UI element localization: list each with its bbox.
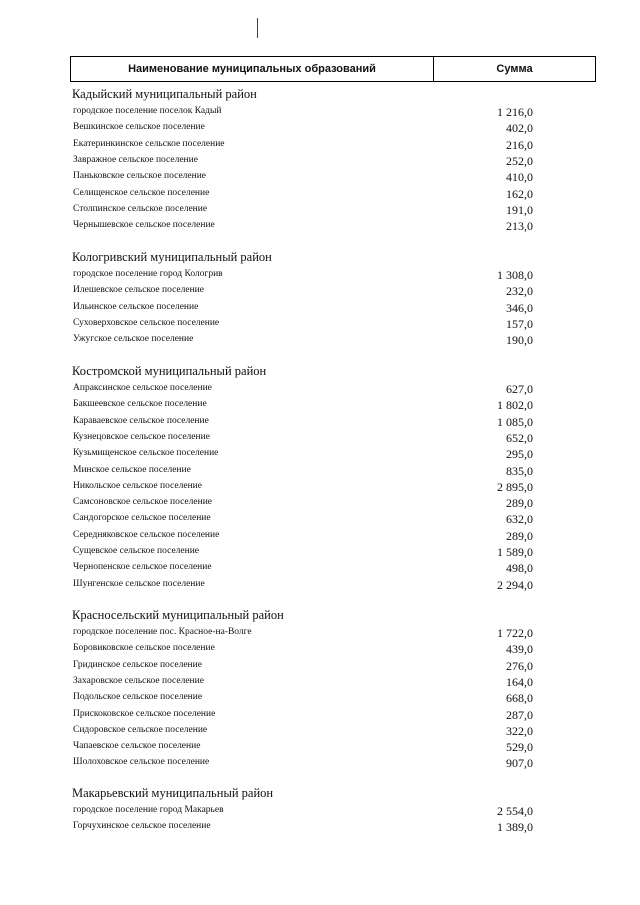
settlement-name: Кузнецовское сельское поселение bbox=[73, 431, 210, 442]
settlement-sum: 1 722,0 bbox=[497, 626, 533, 640]
settlement-sum: 1 802,0 bbox=[497, 398, 533, 413]
settlement-sum: 162,0 bbox=[506, 186, 533, 201]
settlement-name: Шунгенское сельское поселение bbox=[73, 578, 205, 589]
settlement-sum: 439,0 bbox=[506, 642, 533, 657]
settlement-name: Кузьмищенское сельское поселение bbox=[73, 448, 219, 459]
settlement-sum: 289,0 bbox=[506, 496, 533, 511]
settlement-name: Боровиковское сельское поселение bbox=[73, 643, 215, 654]
settlement-sum: 289,0 bbox=[506, 528, 533, 543]
settlement-sum: 2 294,0 bbox=[497, 577, 533, 592]
settlement-name: Чернышевское сельское поселение bbox=[73, 220, 215, 231]
settlement-sum: 213,0 bbox=[506, 219, 533, 234]
settlement-sum: 252,0 bbox=[506, 153, 533, 168]
settlement-name: Чернопенское сельское поселение bbox=[73, 562, 212, 573]
settlement-sum: 164,0 bbox=[506, 674, 533, 689]
settlement-name: городское поселение поселок Кадый bbox=[73, 106, 222, 116]
settlement-sum: 2 554,0 bbox=[497, 804, 533, 818]
settlement-name: Минское сельское поселение bbox=[73, 464, 191, 475]
settlement-name: городское поселение город Макарьев bbox=[73, 805, 224, 815]
settlement-sum: 216,0 bbox=[506, 137, 533, 152]
settlement-name: Апраксинское сельское поселение bbox=[73, 383, 212, 393]
settlement-sum: 668,0 bbox=[506, 691, 533, 706]
settlement-name: Захаровское сельское поселение bbox=[73, 675, 204, 686]
settlement-sum: 627,0 bbox=[506, 382, 533, 396]
settlement-name: Столпинское сельское поселение bbox=[73, 203, 208, 214]
settlement-name: Ильинское сельское поселение bbox=[73, 301, 199, 312]
settlement-name: Сандогорское сельское поселение bbox=[73, 513, 211, 524]
settlement-sum: 652,0 bbox=[506, 430, 533, 445]
settlement-name: Середняковское сельское поселение bbox=[73, 529, 220, 540]
settlement-sum: 1 216,0 bbox=[497, 105, 533, 119]
settlement-sum: 410,0 bbox=[506, 170, 533, 185]
header-sum-column: Сумма bbox=[496, 63, 533, 75]
settlement-name: Селищенское сельское поселение bbox=[73, 187, 210, 198]
settlement-name: Чапаевское сельское поселение bbox=[73, 741, 201, 752]
settlement-name: Вешкинское сельское поселение bbox=[73, 122, 205, 133]
settlement-sum: 190,0 bbox=[506, 333, 533, 348]
settlement-sum: 322,0 bbox=[506, 723, 533, 738]
settlement-sum: 276,0 bbox=[506, 658, 533, 673]
settlement-name: Караваевское сельское поселение bbox=[73, 415, 209, 426]
settlement-name: городское поселение пос. Красное-на-Волге bbox=[73, 627, 252, 637]
scan-artifact-line bbox=[257, 18, 258, 38]
district-title: Кадыйский муниципальный район bbox=[72, 87, 257, 101]
settlement-sum: 1 308,0 bbox=[497, 268, 533, 282]
settlement-sum: 632,0 bbox=[506, 512, 533, 527]
settlement-sum: 402,0 bbox=[506, 121, 533, 136]
settlement-name: Сидоровское сельское поселение bbox=[73, 724, 208, 735]
settlement-name: Горчухинское сельское поселение bbox=[73, 821, 211, 832]
settlement-sum: 1 589,0 bbox=[497, 545, 533, 559]
settlement-sum: 191,0 bbox=[506, 202, 533, 217]
settlement-name: Прискоковское сельское поселение bbox=[73, 708, 216, 719]
settlement-name: Паньковское сельское поселение bbox=[73, 171, 207, 182]
settlement-sum: 157,0 bbox=[506, 316, 533, 331]
settlement-name: Завражное сельское поселение bbox=[73, 154, 198, 165]
settlement-name: Суховерховское сельское поселение bbox=[73, 317, 220, 328]
settlement-name: городское поселение город Кологрив bbox=[73, 269, 223, 279]
settlement-name: Бакшеевское сельское поселение bbox=[73, 399, 207, 410]
settlement-sum: 295,0 bbox=[506, 447, 533, 462]
settlement-name: Илешевское сельское поселение bbox=[73, 285, 204, 296]
settlement-name: Шолоховское сельское поселение bbox=[73, 757, 210, 768]
settlement-name: Самсоновское сельское поселение bbox=[73, 497, 212, 508]
settlement-sum: 2 895,0 bbox=[497, 479, 533, 494]
settlement-sum: 907,0 bbox=[506, 756, 533, 771]
settlement-sum: 1 389,0 bbox=[497, 820, 533, 835]
district-title: Кологривский муниципальный район bbox=[72, 250, 272, 264]
settlement-name: Гридинское сельское поселение bbox=[73, 659, 202, 670]
settlement-sum: 232,0 bbox=[506, 284, 533, 299]
district-title: Красносельский муниципальный район bbox=[72, 608, 284, 622]
settlement-name: Ужугское сельское поселение bbox=[73, 334, 194, 345]
settlement-name: Екатеринкинское сельское поселение bbox=[73, 138, 225, 149]
settlement-sum: 498,0 bbox=[506, 561, 533, 576]
settlement-name: Никольское сельское поселение bbox=[73, 480, 202, 491]
district-title: Костромской муниципальный район bbox=[72, 364, 267, 378]
header-name-column: Наименование муниципальных образований bbox=[71, 57, 434, 81]
district-title: Макарьевский муниципальный район bbox=[72, 786, 274, 800]
settlement-sum: 287,0 bbox=[506, 707, 533, 722]
settlement-sum: 835,0 bbox=[506, 463, 533, 478]
settlement-sum: 346,0 bbox=[506, 300, 533, 315]
settlement-sum: 529,0 bbox=[506, 740, 533, 755]
table-header bbox=[70, 56, 596, 82]
settlement-name: Подольское сельское поселение bbox=[73, 692, 203, 703]
settlement-name: Сущевское сельское поселение bbox=[73, 546, 200, 556]
settlement-sum: 1 085,0 bbox=[497, 414, 533, 429]
